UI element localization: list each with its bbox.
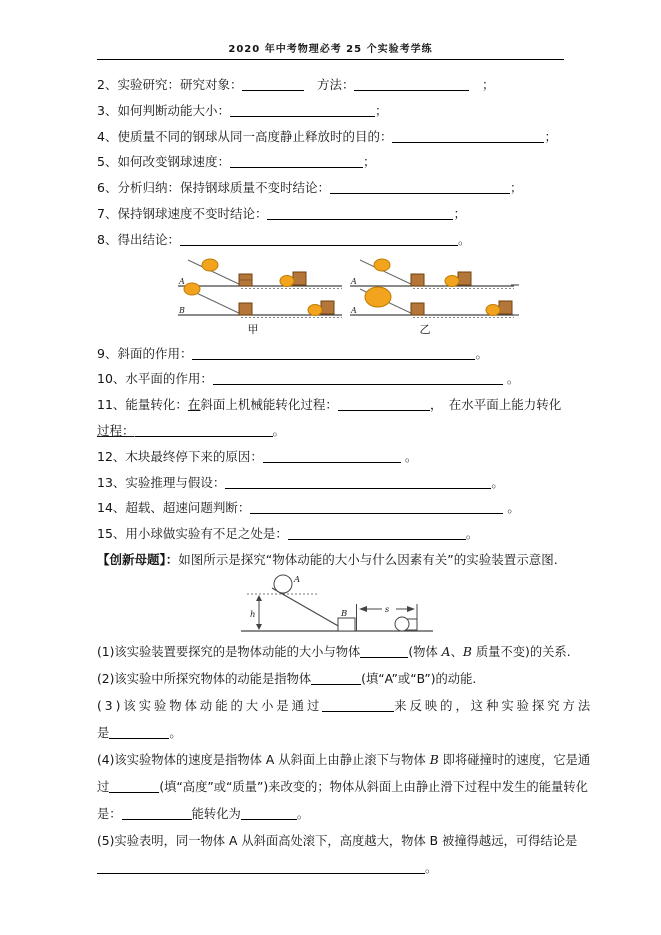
text-run: 在 — [187, 397, 201, 413]
page-title: 2020 年中考物理必考 25 个实验考学练 — [228, 44, 433, 55]
figure-incline-comparison — [97, 253, 564, 341]
ball-a-label: A — [294, 574, 301, 585]
arrowhead-down — [256, 624, 262, 630]
block-b — [338, 618, 355, 631]
panel-jia — [178, 259, 342, 336]
text-run: ； — [374, 102, 388, 118]
text-run: B — [462, 644, 472, 659]
figure-apparatus-schematic — [97, 573, 564, 639]
question-line — [97, 801, 564, 828]
steel-ball — [374, 259, 390, 271]
ball-stopped — [395, 617, 409, 631]
text-run: 2、实验研究：研究对象： — [97, 77, 243, 92]
text-run: 是： — [97, 806, 122, 821]
question-line — [97, 547, 564, 573]
question-line — [97, 666, 564, 693]
text-run: (2)该实验中所探究物体的动能是指物体 — [97, 671, 312, 686]
text-run: ； — [469, 77, 495, 92]
answer-blank[interactable] — [338, 397, 430, 411]
answer-blank[interactable] — [180, 232, 458, 246]
incline-label: A — [351, 276, 357, 286]
wood-block — [239, 303, 252, 315]
caption-jia: 甲 — [247, 322, 259, 336]
text-run: (4)该实验物体的速度是指物体 A 从斜面上由静止滚下与物体 — [97, 752, 430, 767]
question-section-1 — [97, 72, 564, 253]
text-run: (填“高度”或“质量”)来改变的；物体从斜面上由静止滑下过程中发生的能量转化 — [159, 779, 588, 794]
question-line — [97, 72, 564, 98]
answer-blank[interactable] — [192, 346, 475, 360]
question-line — [97, 201, 564, 227]
text-run: 11、能量转化： — [97, 397, 188, 413]
caption-yi: 乙 — [419, 322, 431, 336]
text-run: 10、水平面的作用： — [97, 371, 213, 387]
text-run: (物体 — [408, 644, 442, 659]
text-run: B — [429, 752, 439, 767]
answer-blank[interactable] — [230, 103, 375, 117]
question-line — [97, 98, 564, 124]
answer-blank[interactable] — [242, 77, 304, 91]
steel-ball-large — [365, 287, 391, 307]
answer-blank[interactable] — [230, 154, 363, 168]
text-run: 能转化为 — [191, 806, 241, 821]
text-run: 9、斜面的作用： — [97, 345, 193, 361]
answer-blank[interactable] — [109, 725, 169, 739]
text-run: 。 — [400, 448, 418, 464]
text-run: 5、如何改变钢球速度： — [97, 154, 230, 170]
text-run: 过 — [97, 779, 110, 794]
question-section-2 — [97, 341, 564, 573]
text-run: 6、分析归纳：保持钢球质量不变时结论： — [97, 180, 330, 196]
question-line — [97, 774, 588, 801]
arrowhead-left — [359, 606, 367, 612]
answer-blank[interactable] — [241, 806, 297, 820]
text-run: 。 — [491, 474, 504, 490]
question-line — [97, 521, 564, 547]
distance-label: s — [384, 604, 390, 615]
text-run: 4、使质量不同的钢球从同一高度静止释放时的目的： — [97, 128, 393, 144]
text-run: ； — [362, 154, 376, 170]
text-run: 斜面上机械能转化过程： — [200, 397, 338, 413]
wood-block-pushed — [293, 272, 306, 285]
arrowhead-up — [256, 595, 262, 601]
text-run: ； — [509, 180, 523, 196]
question-line — [97, 175, 564, 201]
ball-a — [274, 575, 292, 593]
text-run: 、 — [450, 644, 463, 659]
answer-blank[interactable] — [267, 206, 453, 220]
height-label: h — [250, 609, 256, 620]
steel-ball-stopped — [308, 304, 322, 315]
text-run: 是 — [97, 725, 110, 740]
answer-blank[interactable] — [330, 180, 510, 194]
question-line — [97, 470, 564, 496]
question-line — [97, 392, 564, 418]
text-run: ， 在水平面上能力转化 — [429, 397, 562, 413]
text-run: 质量不变)的关系. — [471, 644, 571, 659]
question-line — [97, 149, 564, 175]
text-run: 。 — [272, 422, 286, 438]
incline-comparison-diagram — [175, 255, 520, 337]
question-line — [97, 227, 564, 253]
answer-blank[interactable] — [263, 449, 401, 463]
question-line — [97, 693, 594, 720]
text-run: 3、如何判断动能大小： — [97, 102, 230, 118]
text-run: 8、得出结论： — [97, 231, 180, 247]
text-run: 7、保持钢球速度不变时结论： — [97, 205, 268, 221]
text-run: 。 — [503, 500, 520, 516]
wood-block — [411, 274, 424, 286]
text-run: 13、实验推理与假设： — [97, 474, 226, 490]
answer-blank[interactable] — [250, 500, 503, 514]
inclined-plane — [272, 588, 347, 631]
question-line — [97, 639, 571, 666]
text-run: 14、超载、超速问题判断： — [97, 500, 251, 516]
steel-ball — [202, 259, 218, 271]
text-run: 15、用小球做实验有不足之处是： — [97, 526, 288, 542]
wood-block — [411, 303, 424, 315]
text-run: 12、木块最终停下来的原因： — [97, 448, 263, 464]
question-line — [97, 418, 564, 444]
wood-block-pushed — [499, 301, 512, 314]
question-line — [97, 341, 564, 367]
question-line — [97, 828, 578, 855]
text-run: ； — [544, 128, 557, 144]
answer-blank[interactable] — [354, 77, 469, 91]
answer-blank[interactable] — [109, 779, 159, 793]
text-run: (填“A”或“B”)的动能. — [361, 671, 477, 686]
answer-blank[interactable] — [288, 526, 466, 540]
text-run: 过程： — [97, 422, 135, 438]
text-run: 【创新母题】： — [97, 551, 179, 567]
apparatus-diagram — [239, 573, 435, 637]
answer-blank[interactable] — [392, 129, 544, 143]
text-run: 。 — [169, 725, 182, 740]
text-run: 。 — [475, 345, 488, 361]
block-b-label: B — [341, 608, 348, 619]
steel-ball-stopped — [445, 275, 459, 286]
question-line — [97, 366, 564, 392]
incline-label: A — [351, 305, 357, 315]
question-line — [97, 747, 591, 774]
text-run: ； — [453, 205, 466, 221]
incline-label: B — [179, 305, 185, 315]
incline-label: A — [179, 276, 185, 286]
text-run: 。 — [502, 371, 520, 387]
question-line — [97, 855, 564, 882]
question-line — [97, 444, 564, 470]
answer-blank[interactable] — [122, 806, 192, 820]
text-run: 。 — [425, 860, 438, 875]
wood-block-pushed — [321, 301, 334, 314]
question-section-3 — [97, 639, 594, 882]
answer-blank[interactable] — [311, 671, 361, 685]
text-run: A — [441, 644, 451, 659]
answer-blank[interactable] — [97, 860, 425, 874]
wood-block-pushed — [458, 272, 471, 285]
question-line — [97, 124, 564, 150]
arrowhead-right — [407, 606, 415, 612]
text-run: 来反映的，这种实验探究方法 — [394, 698, 594, 713]
answer-blank[interactable] — [135, 423, 273, 437]
answer-blank[interactable] — [225, 475, 491, 489]
text-run: (5)实验表明，同一物体 A 从斜面高处滚下，高度越大，物体 B 被撞得越远，可得结论是 — [97, 833, 578, 848]
text-run: 方法： — [304, 77, 355, 92]
answer-blank[interactable] — [360, 644, 408, 658]
question-line — [97, 720, 564, 747]
panel-yi — [350, 259, 514, 336]
steel-ball-stopped — [280, 275, 294, 286]
text-run: (1)该实验装置要探究的是物体动能的大小与物体 — [97, 644, 361, 659]
question-line — [97, 495, 564, 521]
steel-ball-stopped — [486, 304, 500, 315]
steel-ball — [184, 283, 200, 295]
answer-blank[interactable] — [322, 698, 394, 712]
text-run: 。 — [465, 526, 479, 542]
text-run: 。 — [296, 806, 310, 821]
text-run: 即将碰撞时的速度，它是通 — [438, 752, 591, 767]
answer-blank[interactable] — [213, 371, 503, 385]
text-run: 如图所示是探究“物体动能的大小与什么因素有关”的实验装置示意图. — [178, 551, 558, 567]
text-run: 。 — [457, 231, 471, 247]
text-run: (3)该实验物体动能的大小是通过 — [97, 698, 323, 713]
